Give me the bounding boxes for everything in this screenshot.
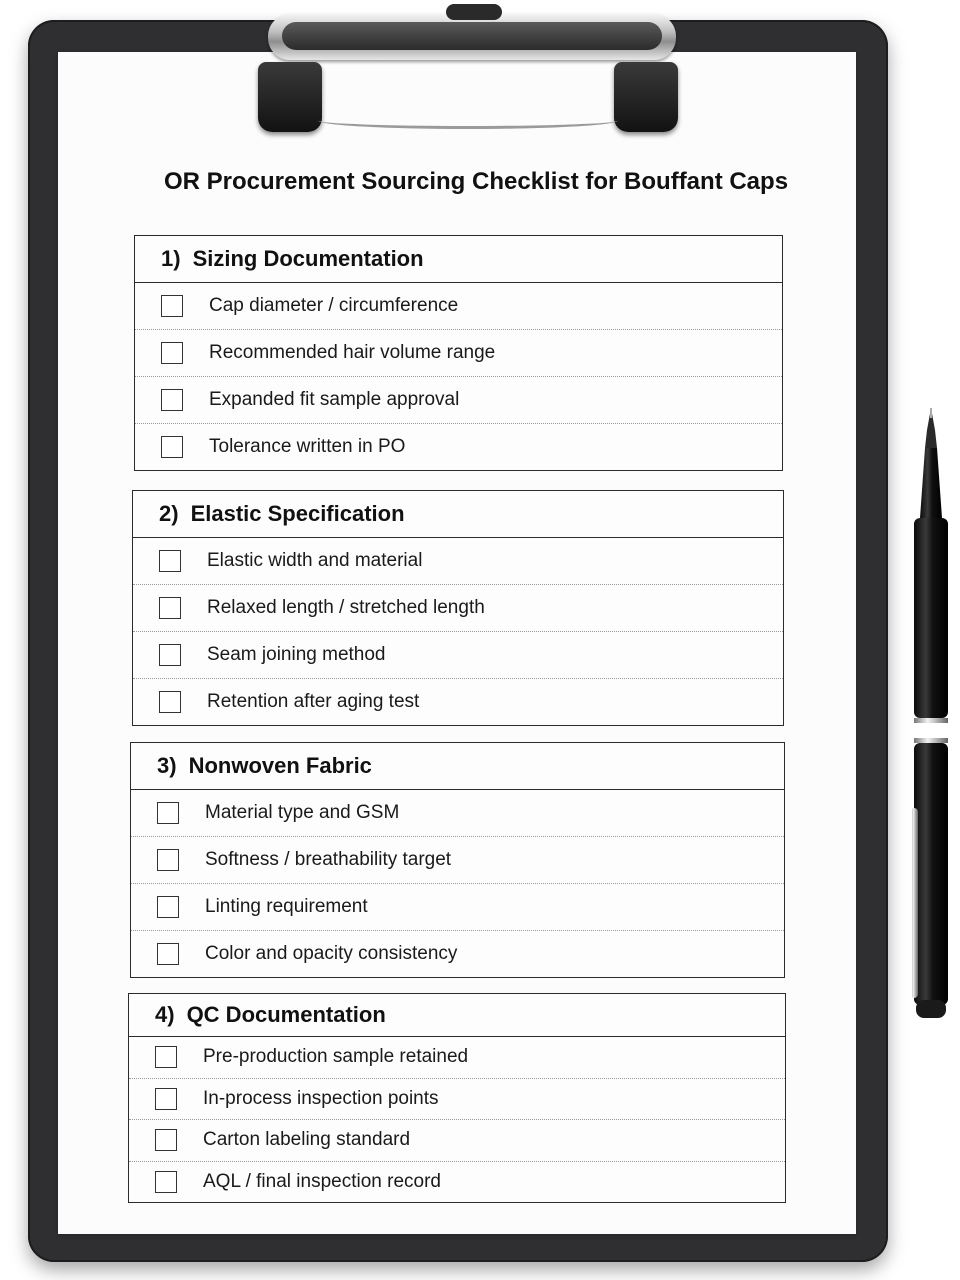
- clip-wire: [318, 112, 618, 129]
- checklist-item[interactable]: [133, 679, 783, 725]
- checkbox[interactable]: [155, 1171, 177, 1193]
- checklist-item-label: Pre-production sample retained: [203, 1046, 469, 1068]
- checklist-item[interactable]: [131, 931, 784, 977]
- checkbox[interactable]: [159, 644, 181, 666]
- checklist-item-label: Recommended hair volume range: [209, 342, 496, 363]
- section-heading: [135, 236, 782, 283]
- section-elastic-specification: [132, 490, 784, 726]
- checklist-item[interactable]: [129, 1079, 785, 1121]
- checklist-item[interactable]: [133, 538, 783, 585]
- section-heading: [133, 491, 783, 538]
- section-title: Sizing Documentation: [192, 246, 424, 271]
- checklist-item-label: Retention after aging test: [207, 691, 420, 712]
- checklist-item[interactable]: [135, 377, 782, 424]
- checklist-item[interactable]: [131, 884, 784, 931]
- page-title: OR Procurement Sourcing Checklist for Bouffant Caps: [163, 168, 789, 195]
- clip-foot-left: [258, 62, 322, 132]
- checklist-item-label: Cap diameter / circumference: [209, 295, 459, 316]
- checkbox[interactable]: [161, 389, 183, 411]
- checklist-item[interactable]: [129, 1037, 785, 1079]
- checkbox[interactable]: [161, 342, 183, 364]
- checkbox[interactable]: [159, 550, 181, 572]
- checklist-item-label: AQL / final inspection record: [203, 1170, 441, 1192]
- checklist-item[interactable]: [135, 424, 782, 470]
- checkbox[interactable]: [161, 295, 183, 317]
- checklist-item-label: Softness / breathability target: [205, 849, 452, 870]
- section-qc-documentation: [128, 993, 786, 1203]
- checklist-item[interactable]: [131, 790, 784, 837]
- checklist-item[interactable]: [129, 1162, 785, 1203]
- checkbox[interactable]: [157, 849, 179, 871]
- section-heading: [131, 743, 784, 790]
- checklist-item-label: Seam joining method: [207, 644, 386, 665]
- section-sizing-documentation: [134, 235, 783, 471]
- checklist-item[interactable]: [129, 1120, 785, 1162]
- checkbox[interactable]: [159, 691, 181, 713]
- checklist-item-label: Tolerance written in PO: [209, 436, 406, 457]
- section-number: 3): [157, 753, 177, 778]
- clip-bar-inner: [282, 22, 662, 50]
- checklist-item-label: In-process inspection points: [203, 1087, 439, 1109]
- clip-foot-right: [614, 62, 678, 132]
- checkbox[interactable]: [157, 802, 179, 824]
- clip-knob: [446, 4, 502, 20]
- section-title: Nonwoven Fabric: [188, 753, 372, 778]
- checklist-item-label: Elastic width and material: [207, 550, 423, 571]
- checkbox[interactable]: [155, 1088, 177, 1110]
- section-nonwoven-fabric: [130, 742, 785, 978]
- section-title: QC Documentation: [186, 1002, 386, 1027]
- checkbox[interactable]: [155, 1129, 177, 1151]
- section-heading: [129, 994, 785, 1037]
- checklist-item-label: Expanded fit sample approval: [209, 389, 460, 410]
- section-title: Elastic Specification: [190, 501, 405, 526]
- checklist-item-label: Carton labeling standard: [203, 1129, 411, 1151]
- checkbox[interactable]: [157, 896, 179, 918]
- checkbox[interactable]: [161, 436, 183, 458]
- checklist-item[interactable]: [133, 585, 783, 632]
- checklist-item[interactable]: [131, 837, 784, 884]
- checklist-item-label: Material type and GSM: [205, 802, 400, 823]
- checklist-item-label: Color and opacity consistency: [205, 943, 458, 964]
- section-number: 2): [159, 501, 179, 526]
- checklist-item-label: Linting requirement: [205, 896, 368, 917]
- section-number: 4): [155, 1002, 175, 1027]
- checkbox[interactable]: [155, 1046, 177, 1068]
- checklist-item[interactable]: [135, 283, 782, 330]
- checkbox[interactable]: [159, 597, 181, 619]
- checkbox[interactable]: [157, 943, 179, 965]
- checklist-item[interactable]: [133, 632, 783, 679]
- pen-icon: [912, 408, 950, 1020]
- checklist-item-label: Relaxed length / stretched length: [207, 597, 485, 618]
- checklist-item[interactable]: [135, 330, 782, 377]
- section-number: 1): [161, 246, 181, 271]
